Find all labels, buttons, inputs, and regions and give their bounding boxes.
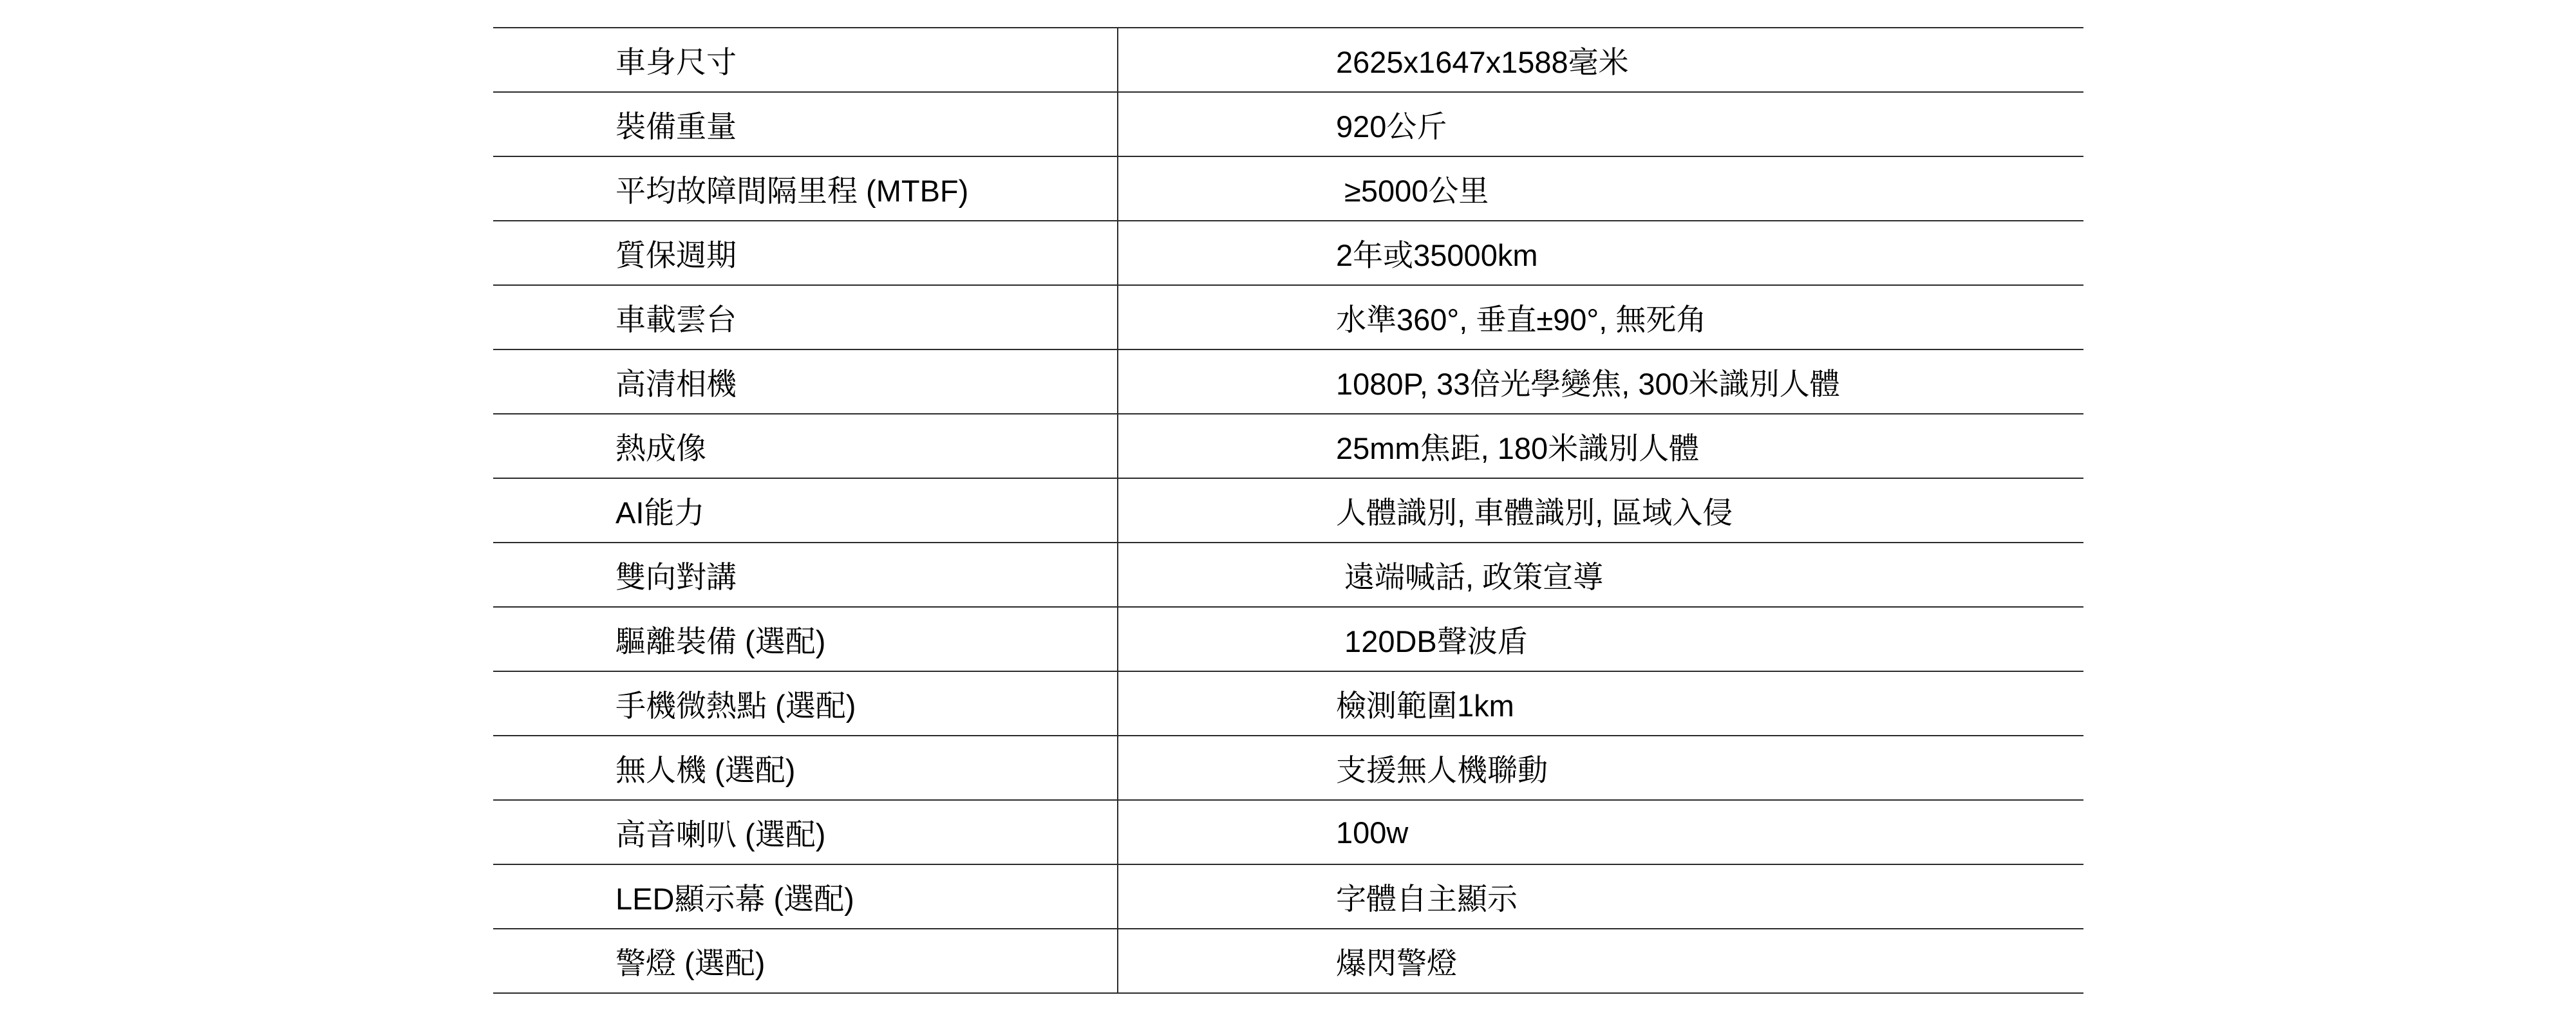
spec-label: 雙向對講 — [493, 543, 1118, 606]
table-row — [493, 28, 2083, 93]
spec-value: 支援無人機聯動 — [1336, 752, 1548, 787]
spec-label: 裝備重量 — [493, 93, 1118, 156]
spec-label: 高清相機 — [493, 350, 1118, 413]
spec-label: 車載雲台 — [493, 286, 1118, 349]
spec-label: 熱成像 — [493, 414, 1118, 478]
spec-label: 質保週期 — [493, 221, 1118, 284]
table-row — [493, 157, 2083, 221]
spec-value: ≥5000公里 — [1336, 173, 1489, 208]
table-row — [493, 865, 2083, 929]
table-row — [493, 350, 2083, 414]
spec-value: 字體自主顯示 — [1336, 881, 1518, 916]
spec-value: 人體識別, 車體識別, 區域入侵 — [1336, 495, 1733, 530]
spec-value: 檢測範圍1km — [1336, 688, 1514, 723]
spec-value: 100w — [1336, 815, 1409, 850]
spec-label: 車身尺寸 — [493, 28, 1118, 91]
table-row — [493, 672, 2083, 736]
table-row — [493, 93, 2083, 157]
spec-value: 爆閃警燈 — [1336, 945, 1457, 980]
spec-table — [493, 27, 2083, 994]
spec-label: AI能力 — [493, 479, 1118, 542]
table-row — [493, 736, 2083, 801]
table-row — [493, 221, 2083, 286]
spec-value: 2625x1647x1588毫米 — [1336, 44, 1629, 79]
spec-value: 2年或35000km — [1336, 237, 1538, 272]
spec-label: LED顯示幕 (選配) — [493, 865, 1118, 928]
spec-label: 警燈 (選配) — [493, 929, 1118, 992]
spec-value: 25mm焦距, 180米識別人體 — [1336, 431, 1700, 465]
table-row — [493, 414, 2083, 479]
spec-value: 120DB聲波盾 — [1336, 624, 1528, 658]
spec-value: 1080P, 33倍光學變焦, 300米識別人體 — [1336, 366, 1840, 401]
spec-label: 平均故障間隔里程 (MTBF) — [493, 157, 1118, 220]
table-row — [493, 479, 2083, 543]
table-row — [493, 801, 2083, 865]
spec-value: 920公斤 — [1336, 109, 1447, 144]
spec-value: 水準360°, 垂直±90°, 無死角 — [1336, 302, 1707, 337]
table-row — [493, 286, 2083, 350]
table-row — [493, 543, 2083, 608]
spec-label: 手機微熱點 (選配) — [493, 672, 1118, 735]
spec-label: 高音喇叭 (選配) — [493, 801, 1118, 864]
spec-label: 無人機 (選配) — [493, 736, 1118, 799]
table-row — [493, 929, 2083, 994]
table-row — [493, 608, 2083, 672]
spec-value: 遠端喊話, 政策宣導 — [1336, 559, 1604, 594]
spec-label: 驅離裝備 (選配) — [493, 608, 1118, 671]
